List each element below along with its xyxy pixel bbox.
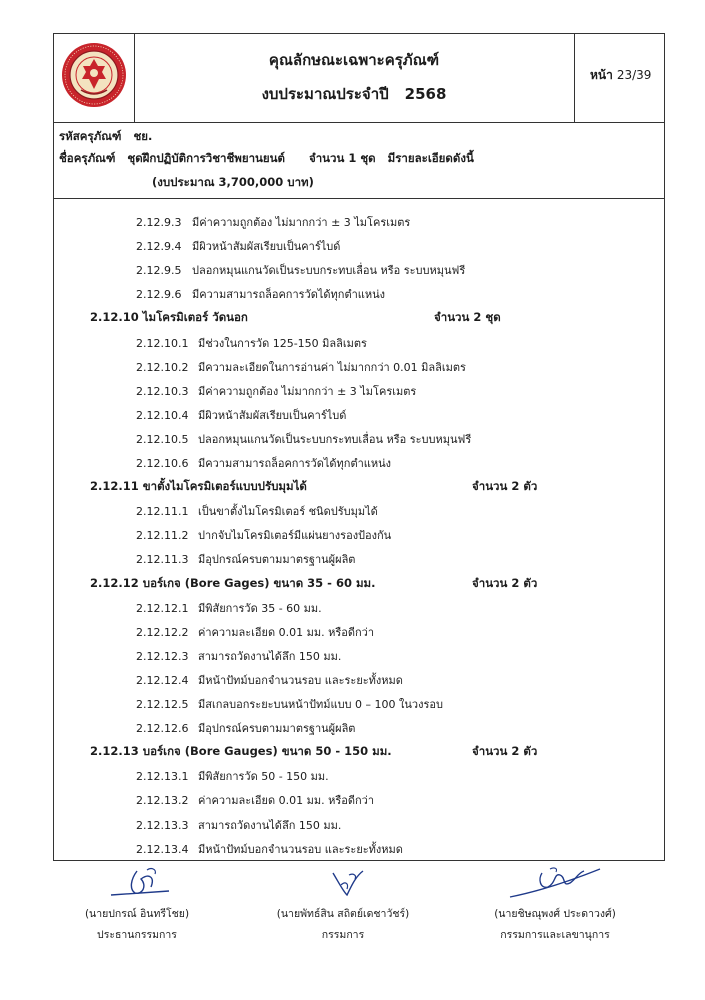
spec-item	[136, 623, 374, 641]
item-quantity: จำนวน 2 ชุด	[434, 310, 501, 325]
item-number: 2.12.12	[90, 575, 139, 590]
item-text: ค่าความละเอียด 0.01 มม. หรือดีกว่า	[198, 794, 375, 808]
spec-item	[136, 816, 341, 834]
item-text: มีหน้าปัทม์บอกจำนวนรอบ และระยะทั้งหมด	[198, 673, 403, 687]
item-number: 2.12.12.1	[136, 601, 189, 615]
item-number: 2.12.10.3	[136, 384, 189, 398]
item-number: 2.12.11.3	[136, 553, 189, 567]
spec-item	[136, 382, 416, 400]
signer-name: (นายชิษณุพงศ์ ประดาวงศ์)	[494, 908, 616, 920]
title-cell	[134, 34, 575, 122]
item-quantity: จำนวน 2 ตัว	[472, 744, 538, 759]
item-text: มีอุปกรณ์ครบตามมาตรฐานผู้ผลิต	[198, 722, 356, 736]
item-text: มีความสามารถล็อคการวัดได้ทุกตำแหน่ง	[198, 457, 392, 470]
item-number: 2.12.11.1	[136, 505, 189, 519]
item-number: 2.12.10.4	[136, 408, 189, 422]
item-text: มีพิสัยการวัด 35 - 60 มม.	[198, 601, 322, 615]
item-text: มีความสามารถล็อคการวัดได้ทุกตำแหน่ง	[192, 288, 386, 302]
spec-item	[136, 430, 471, 448]
spec-heading	[90, 478, 307, 496]
item-number: 2.12.10.5	[136, 432, 189, 446]
item-text: มีค่าความถูกต้อง ไม่มากกว่า ± 3 ไมโครเมตร	[198, 384, 417, 398]
spec-item	[136, 526, 391, 544]
spec-item	[136, 671, 403, 689]
spec-item	[136, 358, 466, 376]
item-number: 2.12.10.6	[136, 457, 189, 470]
handwritten-signature-icon	[283, 865, 403, 903]
spec-item	[136, 285, 385, 303]
equipment-code-line	[59, 128, 152, 146]
document-title: คุณลักษณะเฉพาะครุภัณฑ์	[268, 51, 440, 69]
item-text: ไมโครมิเตอร์ วัดนอก	[142, 310, 248, 325]
equipment-name-value: ชุดฝึกปฏิบัติการวิชาชีพยานยนต์	[127, 151, 285, 165]
item-text: มีสเกลบอกระยะบนหน้าปัทม์แบบ 0 – 100 ในวงรอบ	[198, 698, 443, 711]
spec-item	[136, 334, 367, 352]
item-number: 2.12.11.2	[136, 529, 189, 543]
item-number: 2.12.12.3	[136, 649, 189, 663]
item-text: มีช่วงในการวัด 125-150 มิลลิเมตร	[198, 336, 367, 350]
spec-item	[136, 213, 410, 231]
signer-role: กรรมการ	[321, 929, 365, 941]
item-quantity: จำนวน 2 ตัว	[472, 479, 538, 494]
item-number: 2.12.12.4	[136, 673, 189, 687]
item-number: 2.12.10.1	[136, 336, 189, 350]
item-text: มีพิสัยการวัด 50 - 150 มม.	[198, 770, 329, 784]
signer-name: (นายปกรณ์ อินทรีโชย)	[84, 908, 190, 920]
spec-item	[136, 791, 374, 809]
item-number: 2.12.9.3	[136, 216, 182, 229]
spec-item	[136, 502, 378, 520]
item-number: 2.12.13	[90, 744, 139, 759]
handwritten-signature-icon	[490, 865, 620, 903]
spec-item	[136, 261, 465, 279]
page-number: 23/39	[616, 68, 652, 82]
spec-item	[136, 599, 322, 617]
item-text: มีผิวหน้าสัมผัสเรียบเป็นคาร์ไบด์	[192, 240, 341, 254]
signature-block	[0, 865, 705, 965]
item-text: มีผิวหน้าสัมผัสเรียบเป็นคาร์ไบด์	[198, 408, 347, 422]
item-text: ปลอกหมุนแกนวัดเป็นระบบกระทบเลื่อน หรือ ระบบหมุนฟรี	[198, 432, 472, 446]
item-number: 2.12.9.4	[136, 240, 182, 254]
equipment-name-line	[59, 150, 474, 168]
item-quantity: จำนวน 2 ตัว	[472, 575, 538, 590]
item-number: 2.12.13.2	[136, 794, 189, 808]
item-text: บอร์เกจ (Bore Gages) ขนาด 35 - 60 มม.	[142, 575, 376, 590]
item-text: สามารถวัดงานได้ลึก 150 มม.	[198, 649, 342, 663]
item-number: 2.12.10.2	[136, 360, 189, 374]
item-text: เป็นขาตั้งไมโครมิเตอร์ ชนิดปรับมุมได้	[198, 505, 378, 519]
item-number: 2.12.11	[90, 479, 139, 494]
item-text: มีความละเอียดในการอ่านค่า ไม่มากกว่า 0.01 มิลลิเมตร	[198, 360, 466, 374]
item-number: 2.12.13.1	[136, 770, 189, 784]
item-number: 2.12.13.4	[136, 842, 189, 856]
vocational-commission-seal-icon	[61, 42, 127, 108]
handwritten-signature-icon	[77, 865, 197, 903]
spec-item	[136, 719, 355, 737]
item-text: มีค่าความถูกต้อง ไม่มากกว่า ± 3 ไมโครเมตร	[192, 216, 411, 229]
item-number: 2.12.12.5	[136, 698, 189, 711]
signature-member	[258, 865, 428, 943]
signer-name: (นายพัทธ์สิน สถิตย์เดชาวัชร์)	[276, 908, 410, 920]
signer-role: ประธานกรรมการ	[97, 929, 177, 941]
item-text: ขาตั้งไมโครมิเตอร์แบบปรับมุมได้	[142, 479, 307, 494]
spec-item	[136, 647, 341, 665]
signature-secretary	[470, 865, 640, 943]
item-number: 2.12.12.2	[136, 625, 189, 639]
page-indicator	[590, 66, 651, 85]
logo-cell	[54, 34, 135, 122]
equipment-name-label: ชื่อครุภัณฑ์	[59, 151, 116, 165]
equipment-code-label: รหัสครุภัณฑ์	[59, 129, 122, 143]
page-label: หน้า	[590, 68, 613, 82]
signer-role: กรรมการและเลขานุการ	[500, 929, 610, 941]
budget-year: 2568	[404, 85, 447, 103]
item-text: มีหน้าปัทม์บอกจำนวนรอบ และระยะทั้งหมด	[198, 842, 403, 856]
spec-heading	[90, 309, 248, 327]
equipment-code-value: ชย.	[133, 129, 153, 143]
spec-heading	[90, 743, 392, 761]
spec-item	[136, 550, 355, 568]
budget-amount: (งบประมาณ 3,700,000 บาท)	[152, 175, 314, 189]
budget-year-label: งบประมาณประจำปี	[261, 85, 389, 103]
spec-heading	[90, 575, 376, 593]
item-text: สามารถวัดงานได้ลึก 150 มม.	[198, 818, 342, 832]
item-text: ค่าความละเอียด 0.01 มม. หรือดีกว่า	[198, 625, 375, 639]
item-text: ปลอกหมุนแกนวัดเป็นระบบกระทบเลื่อน หรือ ระบบหมุนฟรี	[192, 264, 466, 278]
detail-note: มีรายละเอียดดังนี้	[387, 151, 474, 165]
equipment-quantity: จำนวน 1 ชุด	[308, 151, 376, 165]
item-number: 2.12.9.5	[136, 264, 182, 278]
item-number: 2.12.13.3	[136, 818, 189, 832]
signature-chairman	[62, 865, 212, 943]
spec-item	[136, 237, 340, 255]
page-cell	[574, 34, 664, 122]
budget-year-line	[134, 82, 574, 106]
spec-item	[136, 840, 403, 858]
item-number: 2.12.10	[90, 310, 139, 325]
equipment-info	[54, 122, 664, 199]
item-text: ปากจับไมโครมิเตอร์มีแผ่นยางรองป้องกัน	[198, 529, 392, 543]
spec-item	[136, 406, 346, 424]
item-number: 2.12.9.6	[136, 288, 182, 302]
document-header	[54, 34, 664, 123]
spec-item	[136, 695, 443, 713]
item-text: มีอุปกรณ์ครบตามมาตรฐานผู้ผลิต	[198, 553, 356, 567]
item-number: 2.12.12.6	[136, 722, 189, 736]
spec-item	[136, 767, 329, 785]
spec-item	[136, 454, 391, 472]
item-text: บอร์เกจ (Bore Gauges) ขนาด 50 - 150 มม.	[142, 744, 392, 759]
spec-document	[53, 33, 665, 861]
